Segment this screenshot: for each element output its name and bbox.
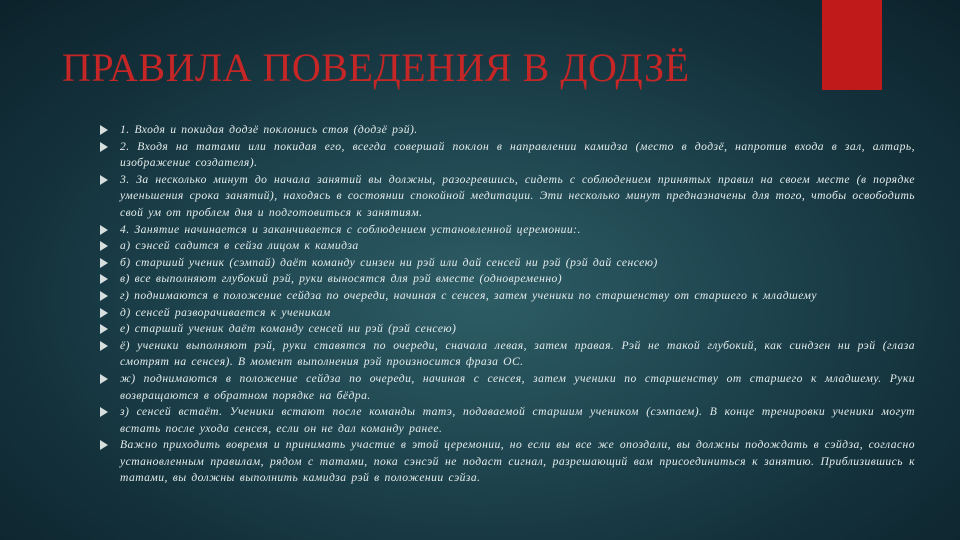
rule-text: 3. За несколько минут до начала занятий вы должны, разогревшись, сидеть с соблюдением принятых правил на своем месте (в порядке уменьшения срока занятий), находясь в состоянии спокойной медитации. Эти несколько минут предназначены для того, чтобы освободить свой ум от проблем дня и подготовиться к занятиям. <box>120 172 915 219</box>
rule-text: а) сэнсей садится в сейза лицом к камидза <box>120 239 359 253</box>
list-item <box>100 437 915 487</box>
rule-text: ж) поднимаются в положение сейдза по очереди, начиная с сенсея, затем ученики по старшенству от старшего к младшему. Руки возвращаются в обратном порядке на бёдра. <box>120 371 915 402</box>
list-item <box>100 338 915 371</box>
rules-list <box>100 122 915 487</box>
triangle-bullet-icon <box>100 142 108 152</box>
list-item <box>100 305 915 322</box>
rule-text: е) старший ученик даёт команду сенсей ни рэй (рэй сенсею) <box>120 322 457 336</box>
rule-text: 2. Входя на татами или покидая его, всегда совершай поклон в направлении камидза (место в додзё, напротив входа в зал, алтарь, изображение создателя). <box>120 139 915 170</box>
list-item <box>100 255 915 272</box>
list-item <box>100 238 915 255</box>
triangle-bullet-icon <box>100 407 108 417</box>
triangle-bullet-icon <box>100 225 108 235</box>
rule-text: в) все выполняют глубокий рэй, руки выносятся для рэй вместе (одновременно) <box>120 272 563 286</box>
triangle-bullet-icon <box>100 324 108 334</box>
triangle-bullet-icon <box>100 308 108 318</box>
rule-text: 1. Входя и покидая додзё поклонись стоя (додзё рэй). <box>120 123 418 136</box>
list-item <box>100 288 915 305</box>
triangle-bullet-icon <box>100 258 108 268</box>
list-item <box>100 271 915 288</box>
triangle-bullet-icon <box>100 241 108 251</box>
rule-text: Важно приходить вовремя и принимать участие в этой церемонии, но если вы все же опоздали, вы должны подождать в сэйдза, согласно установленным правилам, рядом с татами, пока сэнсэй не подаст сигнал, разрешающий вам присоединиться к занятию. Приблизившись к татами, вы должны выполнить камидза рэй в положении сэйза. <box>120 438 915 485</box>
list-item <box>100 404 915 437</box>
triangle-bullet-icon <box>100 274 108 284</box>
list-item <box>100 172 915 222</box>
rule-text: д) сенсей разворачивается к ученикам <box>120 305 331 319</box>
list-item <box>100 371 915 404</box>
triangle-bullet-icon <box>100 374 108 384</box>
list-item <box>100 122 915 139</box>
list-item <box>100 139 915 172</box>
slide-title: ПРАВИЛА ПОВЕДЕНИЯ В ДОДЗЁ <box>62 45 690 90</box>
rule-text: 4. Занятие начинается и заканчивается с соблюдением установленной церемонии:. <box>120 222 581 236</box>
triangle-bullet-icon <box>100 125 108 135</box>
triangle-bullet-icon <box>100 341 108 351</box>
triangle-bullet-icon <box>100 175 108 185</box>
list-item <box>100 321 915 338</box>
list-item <box>100 222 915 239</box>
rule-text: г) поднимаются в положение сейдза по очереди, начиная с сенсея, затем ученики по старшенству от старшего к младшему <box>120 288 817 302</box>
rule-text: б) старший ученик (сэмпай) даёт команду синзен ни рэй или дай сенсей ни рэй (рэй дай сенсею) <box>120 255 658 269</box>
accent-bar <box>822 0 882 90</box>
triangle-bullet-icon <box>100 440 108 450</box>
rule-text: ё) ученики выполняют рэй, руки ставятся по очереди, сначала левая, затем правая. Рэй не такой глубокий, как синдзен ни рэй (глаза смотрят на сенсея). В момент выполнения рэй произносится фраза ОС. <box>120 338 915 369</box>
triangle-bullet-icon <box>100 291 108 301</box>
rule-text: з) сенсей встаёт. Ученики встают после команды татэ, подаваемой старшим учеником (сэмпаем). В конце тренировки ученики могут встать после ухода сенсея, если он не дал команду ранее. <box>120 405 915 435</box>
